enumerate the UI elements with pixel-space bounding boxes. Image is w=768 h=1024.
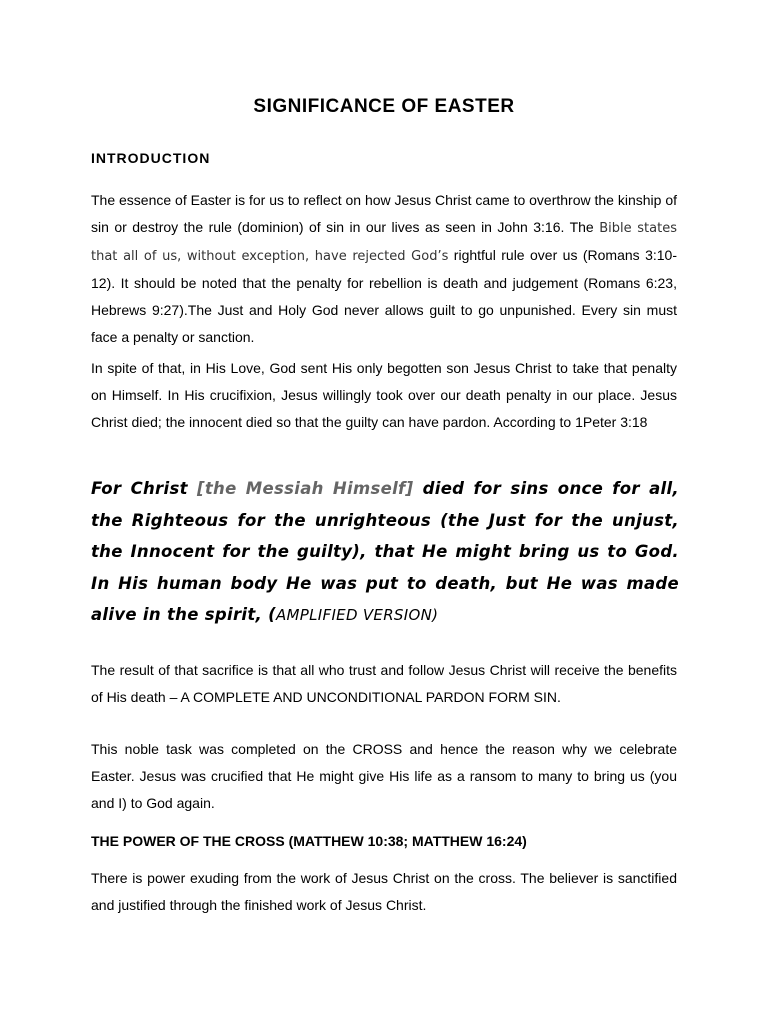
power-paragraph: There is power exuding from the work of Jesus Christ on the cross. The believer is sanctified and justified through the finished work of Jesus Christ. <box>91 870 677 913</box>
intro-text-part-1: The essence of Easter is for us to reflect on how Jesus Christ came to overthrow the kinship of sin or destroy the rule (dominion) of sin in our lives as seen in John 3:16. The <box>91 192 677 235</box>
quote-version: AMPLIFIED VERSION) <box>275 606 439 624</box>
cross-paragraph: This noble task was completed on the CROSS and hence the reason why we celebrate Easter. Jesus was crucified that He might give His life as a ransom to many to bring us (you and I) to God again. <box>91 741 677 811</box>
power-of-cross-heading: THE POWER OF THE CROSS (MATTHEW 10:38; MATTHEW 16:24) <box>91 833 527 849</box>
sacrifice-paragraph: The result of that sacrifice is that all who trust and follow Jesus Christ will receive the benefits of His death – A COMPLETE AND UNCONDITIONAL PARDON FORM SIN. <box>91 662 677 705</box>
quote-bracket-text: [the Messiah Himself] <box>197 479 414 498</box>
intro-text-part-2: Bible states that all of us, without exception, have rejected God’s <box>91 221 677 264</box>
quote-part-1: For Christ <box>91 479 197 498</box>
intro-text-part-3: rightful rule over us (Romans 3:10-12). It should be noted that the penalty for rebellion is death and judgement (Romans 6:23, Hebrews 9:27).The Just and Holy God never allows guilt to go unpunished. Every sin must face a penalty or sanction. <box>91 247 677 345</box>
intro-paragraph <box>91 187 677 351</box>
love-paragraph: In spite of that, in His Love, God sent His only begotten son Jesus Christ to take that penalty on Himself. In His crucifixion, Jesus willingly took over our death penalty in our place. Jesus Christ died; the innocent died so that the guilty can have pardon. According to 1Peter 3:18 <box>91 360 677 430</box>
quote-part-2: died for sins once for all, the Righteous for the unrighteous (the Just for the unjust, the Innocent for the guilty), that He might bring us to God. In His human body He was put to death, but He was made alive in the spirit, ( <box>91 479 680 624</box>
introduction-heading: INTRODUCTION <box>91 150 211 166</box>
page-title: SIGNIFICANCE OF EASTER <box>253 96 515 117</box>
scripture-quote <box>91 473 679 632</box>
